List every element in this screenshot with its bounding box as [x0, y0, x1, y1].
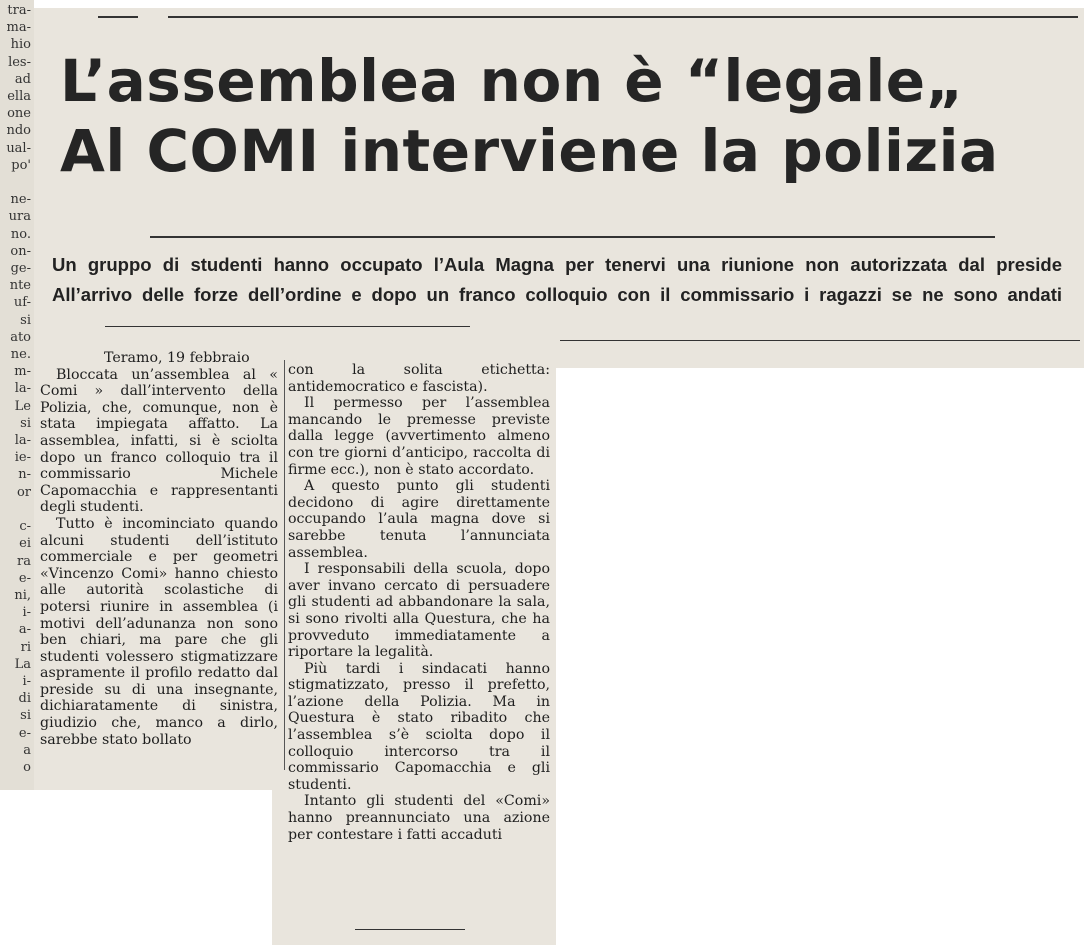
end-rule [355, 929, 465, 930]
fragment-line: ra [17, 553, 31, 569]
paragraph: A questo punto gli studenti decidono di agire direttamente occupando l’aula magna dove si sarebbe tenuta l’annunciata assemblea. [288, 478, 550, 561]
subhead-rule-left [105, 326, 470, 327]
fragment-line: e- [18, 725, 31, 741]
fragment-line: po' [11, 157, 31, 173]
fragment-line: ri [20, 639, 31, 655]
fragment-line: m- [14, 364, 31, 380]
paragraph: Bloccata un’assemblea al « Comi » dall’intervento della Polizia, che, comunque, non è stata impiegata affatto. La assemblea, infatti, si è sciolta dopo un franco colloquio tra il commissario Michele Capomacchia e rappresentanti degli studenti. [40, 366, 278, 516]
subheadline [52, 250, 1062, 310]
fragment-line: ge- [10, 261, 31, 277]
adjacent-article-fragments [1, 2, 31, 776]
fragment-line: ne- [10, 192, 31, 208]
fragment-line: ni, [14, 587, 31, 603]
paragraph: Il permesso per l’assemblea mancando le premesse previste dalla legge (avvertimento almeno con tre giorni d’anticipo, raccolta di firme ecc.), non è stato accordato. [288, 395, 550, 478]
fragment-line: ma- [6, 20, 31, 36]
fragment-line: a [23, 742, 31, 758]
paragraph: Tutto è incominciato quando alcuni studenti dell’istituto commerciale e per geometri «Vincenzo Comi» hanno chiesto alle autorità scolastiche di potersi riunire in assemblea (i motivi dell’adunanza non sono ben chiari, ma pare che gli studenti volessero stigmatizzare aspramente il profilo redatto dal preside su di una insegnante, dichiaratamente di sinistra, giudizio che, manco a dirlo, sarebbe stato bollato [40, 515, 278, 748]
fragment-line: i- [22, 605, 31, 621]
fragment-line: ad [14, 71, 31, 87]
fragment-line: ura [8, 209, 31, 225]
subheadline-line1: Un gruppo di studenti hanno occupato l’Aula Magna per tenervi una riunione non autorizzata dal preside [52, 254, 1062, 275]
fragment-line: tra- [7, 3, 31, 18]
fragment-line: e- [18, 570, 31, 586]
fragment-line: hio [10, 37, 31, 53]
blank-area-bottom-left [0, 790, 272, 945]
blank-area [556, 368, 1086, 945]
fragment-line: uf- [13, 295, 31, 311]
fragment-line: si [20, 312, 31, 328]
column-divider [284, 360, 285, 770]
paragraph: I responsabili della scuola, dopo aver invano cercato di persuadere gli studenti ad abbandonare la sala, si sono rivolti alla Questura, che ha provveduto immediatamente a riportare la legalità. [288, 561, 550, 661]
subheadline-line2: All’arrivo delle forze dell’ordine e dopo un franco colloquio con il commissario i ragazzi se ne sono andati [52, 284, 1062, 305]
subhead-rule-right [560, 340, 1080, 341]
fragment-line: ne. [10, 347, 31, 363]
fragment-line: si [20, 415, 31, 431]
top-rule [168, 16, 1078, 18]
headline-line2: Al COMI interviene la polizia [60, 117, 999, 185]
headline-rule [150, 236, 995, 238]
fragment-line [1, 174, 31, 191]
article-column-2 [288, 362, 550, 843]
top-rule-left [98, 16, 138, 18]
fragment-line: ato [10, 329, 31, 345]
headline [60, 46, 1070, 186]
fragment-line: ndo [6, 123, 31, 139]
fragment-line: Le [14, 398, 31, 414]
paragraph: Intanto gli studenti del «Comi» hanno preannunciato una azione per contestare i fatti accaduti [288, 793, 550, 843]
fragment-line: nte [9, 278, 31, 294]
fragment-line: or [16, 484, 31, 500]
headline-line1: L’assemblea non è “legale„ [60, 47, 965, 115]
fragment-line: o [23, 759, 31, 775]
article-column-1 [40, 350, 278, 748]
fragment-line: one [7, 106, 31, 122]
fragment-line: i- [22, 673, 31, 689]
paragraph: Più tardi i sindacati hanno stigmatizzato, presso il prefetto, l’azione della Polizia. Ma in Questura è stato ribadito che l’assemblea s’è sciolta dopo il colloquio intercorso tra il commissario Capomacchia e gli studenti. [288, 660, 550, 793]
fragment-line: la- [14, 433, 31, 449]
fragment-line: ei [19, 536, 31, 552]
fragment-line: ual- [6, 140, 31, 156]
fragment-line: n- [18, 467, 31, 483]
fragment-line: ie- [14, 450, 31, 466]
dateline: Teramo, 19 febbraio [104, 350, 250, 366]
fragment-line [1, 501, 31, 518]
fragment-line: a- [18, 622, 31, 638]
fragment-line: La [14, 656, 31, 672]
fragment-line: ella [7, 89, 31, 105]
fragment-line: c- [19, 519, 31, 535]
fragment-line: di [18, 691, 31, 707]
fragment-line: la- [14, 381, 31, 397]
fragment-line: si [20, 708, 31, 724]
fragment-line: on- [10, 243, 31, 259]
fragment-line: les- [8, 54, 31, 70]
fragment-line: no. [10, 226, 31, 242]
paragraph: con la solita etichetta: antidemocratico e fascista). [288, 362, 550, 395]
